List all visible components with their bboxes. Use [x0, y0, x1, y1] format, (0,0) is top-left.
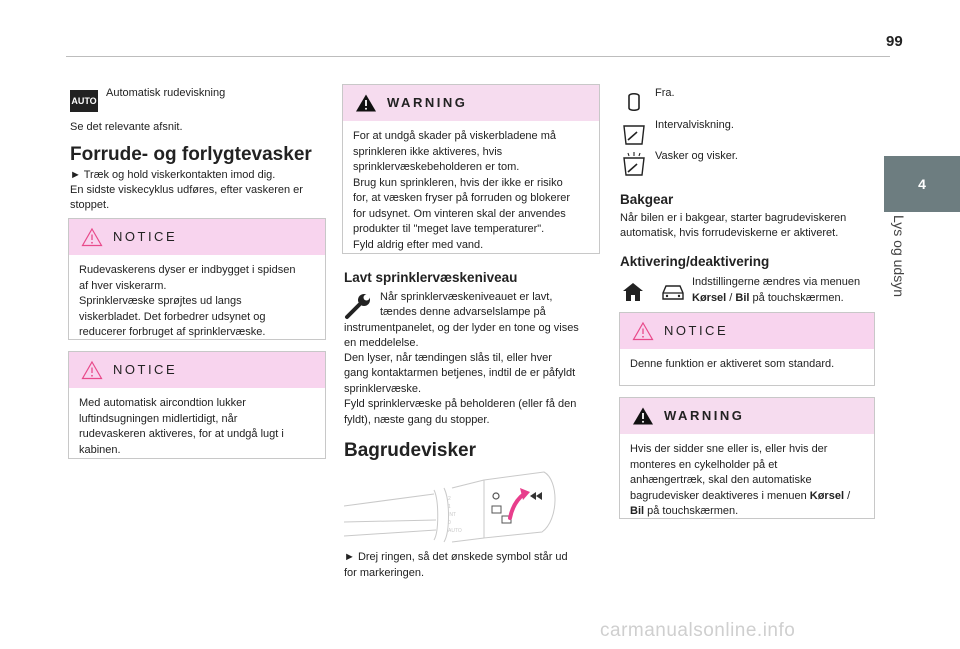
notice-body [69, 388, 325, 464]
warning-line [630, 504, 864, 520]
low-level-line: Når sprinklervæskeniveauet er lavt, [380, 291, 553, 303]
warning-line: anhængertræk, skal den automatiske [630, 474, 812, 486]
home-icon [622, 282, 644, 302]
watermark: carmanualsonline.info [600, 620, 796, 641]
low-level-line: fyldt), næste gang du stopper. [344, 414, 490, 426]
notice-line: kabinen. [79, 443, 121, 456]
low-level-line: Den lyser, når tændingen slås til, eller hver [344, 352, 552, 364]
warning-box [619, 397, 875, 519]
menu-vehicle: Bil [735, 292, 750, 304]
menu-separator: / [844, 489, 851, 502]
warning-triangle-icon [632, 406, 654, 426]
notice-box [68, 351, 326, 459]
see-section-text: Se det relevante afsnit. [70, 121, 183, 133]
reverse-line: Når bilen er i bakgear, starter bagrudeviskeren [620, 212, 847, 224]
notice-line: af hver viskerarm. [79, 279, 167, 292]
activation-heading: Aktivering/deaktivering [620, 254, 770, 269]
rear-wiper-interval-icon [622, 122, 646, 146]
rear-instruction: ► Drej ringen, så det ønskede symbol står ud [344, 551, 568, 563]
header-divider [66, 56, 890, 57]
svg-text:1: 1 [448, 504, 451, 510]
rear-instruction-cont: for markeringen. [344, 567, 425, 579]
low-level-line: en meddelelse. [344, 337, 419, 349]
notice-box [68, 218, 326, 340]
warning-line: Hvis der sidder sne eller is, eller hvis der [630, 443, 828, 455]
chapter-tab: 4 [884, 156, 960, 212]
warning-line: monteres en cykelholder på et [630, 458, 778, 471]
notice-header [620, 313, 874, 349]
warning-line: produkter til "meget lave temperaturer". [353, 223, 545, 235]
warning-triangle-icon [632, 321, 654, 341]
warning-body [620, 434, 874, 526]
notice-line: Med automatisk aircondtion lukker [79, 397, 246, 409]
low-level-line: instrumentpanelet, og der lyder en tone og vises [344, 322, 579, 334]
notice-line: reducerer forbruget af sprinklervæske. [79, 326, 266, 338]
activation-end: på touchskærmen. [749, 292, 844, 304]
notice-header [69, 219, 325, 255]
notice-title: NOTICE [113, 362, 178, 377]
notice-body [69, 255, 325, 347]
warning-line: for, at væsken fryser på forruden og blokerer [353, 192, 571, 204]
rear-wiper-stalk-illustration [344, 470, 566, 548]
warning-text: på touchskærmen. [644, 505, 739, 517]
warning-header [343, 85, 599, 121]
notice-title: NOTICE [664, 323, 729, 338]
off-label: Fra. [655, 87, 675, 99]
section-heading-washer: Forrude- og forlygtevasker [70, 144, 312, 165]
notice-header [69, 352, 325, 388]
warning-triangle-icon [81, 360, 103, 380]
notice-line: Rudevaskerens dyser er indbygget i spidsen [79, 264, 296, 276]
low-level-line: gang kontaktarmen betjenes, indtil de er påfyldt [344, 367, 576, 379]
notice-line: Denne funktion er aktiveret som standard. [630, 358, 835, 370]
warning-body [343, 121, 599, 259]
notice-line: Sprinklervæske sprøjtes ud langs [79, 295, 242, 307]
warning-line: Fyld aldrig efter med vand. [353, 238, 484, 251]
paragraph-line: stoppet. [70, 199, 110, 211]
svg-text:0: 0 [448, 520, 451, 526]
warning-box [342, 84, 600, 254]
warning-line [630, 489, 864, 505]
rear-wiper-off-icon [622, 90, 646, 114]
low-level-line: sprinklervæske. [344, 383, 422, 395]
page-number: 99 [886, 33, 903, 50]
rear-washer-wiper-icon [622, 152, 646, 176]
menu-driving: Kørsel [692, 292, 727, 304]
instruction-pull: ► Træk og hold viskerkontakten imod dig. [70, 169, 276, 181]
notice-title: NOTICE [113, 229, 178, 244]
low-level-heading: Lavt sprinklervæskeniveau [344, 270, 518, 285]
notice-box [619, 312, 875, 386]
menu-separator: / [726, 292, 736, 304]
warning-line: for udsynet. Om vinteren skal der anvendes [353, 207, 566, 220]
warning-header [620, 398, 874, 434]
section-heading-rear: Bagrudevisker [344, 440, 477, 461]
warning-triangle-icon [355, 93, 377, 113]
svg-text:AUTO: AUTO [448, 528, 462, 534]
warning-text: bagrudevisker deaktiveres i menuen [630, 489, 810, 502]
activation-line: Indstillingerne ændres via menuen [692, 276, 861, 288]
warning-line: sprinklervæskebeholderen er tom. [353, 161, 520, 173]
warning-line: Brug kun sprinkleren, hvis der ikke er risiko [353, 176, 563, 189]
warning-title: WARNING [387, 95, 468, 110]
warning-line: sprinkleren ikke aktiveres, hvis [353, 145, 503, 158]
notice-line: luftindsugningen midlertidigt, når [79, 412, 238, 425]
reverse-line: automatisk, hvis forrudeviskerne er aktiveret. [620, 227, 839, 239]
interval-label: Intervalviskning. [655, 119, 734, 131]
washer-label: Vasker og visker. [655, 150, 738, 162]
auto-wiper-icon: AUTO [70, 90, 98, 112]
reverse-heading: Bakgear [620, 192, 674, 207]
warning-title: WARNING [664, 408, 745, 423]
svg-text:2: 2 [448, 496, 451, 502]
chapter-title: Lys og udsyn [891, 215, 907, 297]
notice-body [620, 349, 874, 379]
car-icon [660, 282, 686, 302]
activation-path [692, 291, 844, 307]
auto-wiper-label: Automatisk rudeviskning [106, 87, 226, 99]
warning-triangle-icon [81, 227, 103, 247]
wrench-icon [344, 292, 374, 320]
svg-text:INT: INT [448, 512, 457, 518]
low-level-line: tændes denne advarselslampe på [380, 306, 546, 318]
menu-vehicle: Bil [630, 505, 645, 517]
notice-line: rudevaskeren aktiveres, for at undgå lugt i [79, 428, 284, 440]
low-level-line: Fyld sprinklervæske på beholderen (eller få den [344, 398, 577, 410]
menu-driving: Kørsel [809, 489, 845, 502]
notice-line: viskerbladet. Det forbedrer udsynet og [79, 310, 266, 323]
paragraph-line: En sidste viskecyklus udføres, efter vaskeren er [70, 184, 303, 196]
warning-line: For at undgå skader på viskerbladene må [353, 130, 557, 142]
